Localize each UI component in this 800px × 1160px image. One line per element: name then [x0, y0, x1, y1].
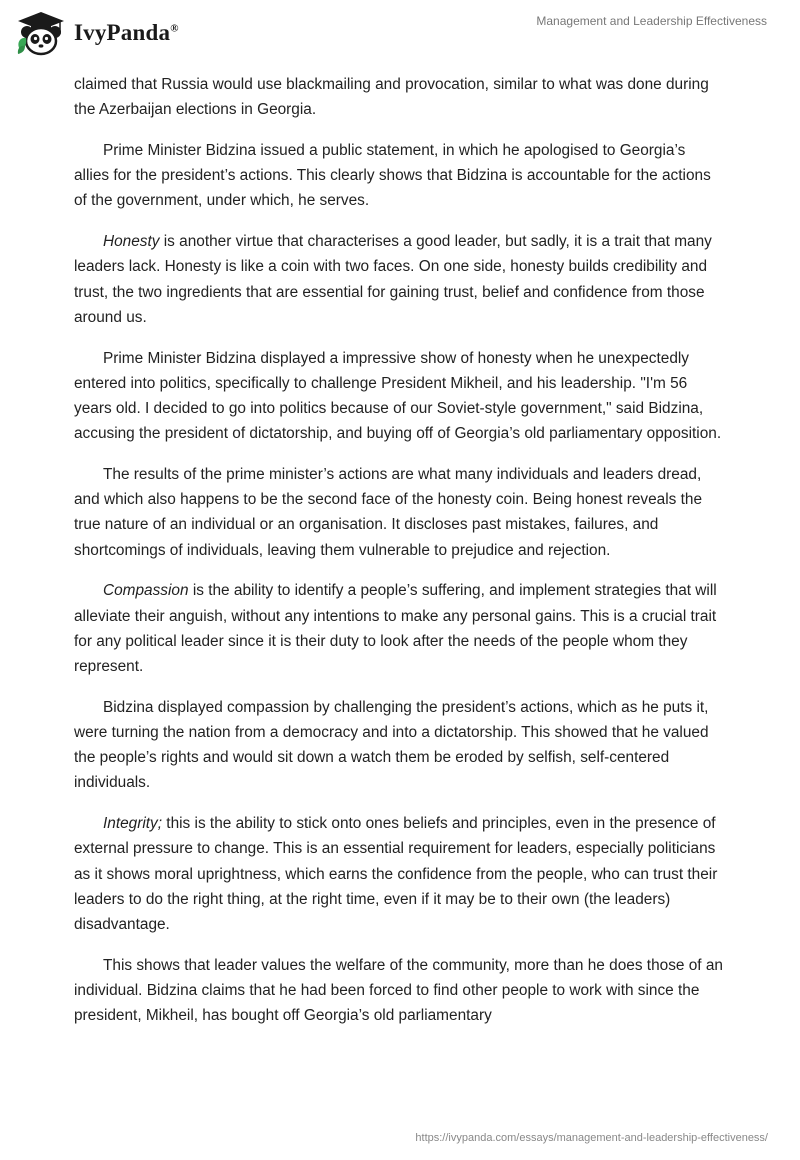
- paragraph: Prime Minister Bidzina issued a public statement, in which he apologised to Georgia’s allies for the president’s actions. This clearly shows that Bidzina is accountable for the actions of the government, under which, he serves.: [74, 142, 711, 210]
- term-compassion: Compassion: [103, 582, 189, 600]
- paragraph: The results of the prime minister’s actions are what many individuals and leaders dread, and which also happens to be the second face of the honesty coin. Being honest reveals the true nature of an individual or an organisation. It discloses past mistakes, failures, and shortcomings of individuals, leaving them vulnerable to prejudice and rejection.: [74, 466, 703, 559]
- paragraph: This shows that leader values the welfare of the community, more than he does those of an individual. Bidzina claims that he had been forced to find other people to work with since the president, Mikheil, has bought off Georgia’s old parliamentary: [74, 956, 723, 1025]
- paragraph: Integrity; this is the ability to stick onto ones beliefs and principles, even in the presence of external pressure to change. This is an essential requirement for leaders, especially politicians as it shows moral uprightness, which earns the confidence from the people, who can trust their leaders to do the right thing, at the right time, even if it may be to their own (the leaders) disadvantage.: [74, 815, 718, 934]
- paragraph: Compassion is the ability to identify a people’s suffering, and implement strategies that will alleviate their anguish, without any intentions to make any personal gains. This is a crucial trait for any political leader since it is their duty to look after the needs of the people whom they represent.: [74, 582, 717, 676]
- essay-body: [74, 72, 724, 1044]
- document-title: Management and Leadership Effectiveness: [536, 14, 767, 28]
- paragraph: claimed that Russia would use blackmailing and provocation, similar to what was done during the Azerbaijan elections in Georgia.: [74, 76, 709, 119]
- paragraph: Prime Minister Bidzina displayed a impressive show of honesty when he unexpectedly entered into politics, specifically to challenge President Mikheil, and his leadership. "I'm 56 years old. I decided to go into politics because of our Soviet-style government," said Bidzina, accusing the president of dictatorship, and buying off of Georgia’s old parliamentary opposition.: [74, 349, 722, 443]
- term-integrity: Integrity;: [103, 815, 163, 833]
- source-url[interactable]: https://ivypanda.com/essays/management-and-leadership-effectiveness/: [415, 1132, 768, 1144]
- logo-wordmark: IvyPanda®: [74, 20, 179, 45]
- paragraph: Bidzina displayed compassion by challenging the president’s actions, which as he puts it, were turning the nation from a democracy and into a dictatorship. This showed that he valued the people’s rights and would sit down a watch them be eroded by selfish, self-centered individuals.: [74, 698, 709, 792]
- term-honesty: Honesty: [103, 233, 160, 251]
- site-logo[interactable]: [14, 10, 179, 56]
- paragraph: Honesty is another virtue that characterises a good leader, but sadly, it is a trait that many leaders lack. Honesty is like a coin with two faces. On one side, honesty builds credibility and trust, the two ingredients that are essential for gaining trust, belief and confidence from those around us.: [74, 233, 712, 326]
- panda-graduate-logo-icon: [14, 10, 68, 56]
